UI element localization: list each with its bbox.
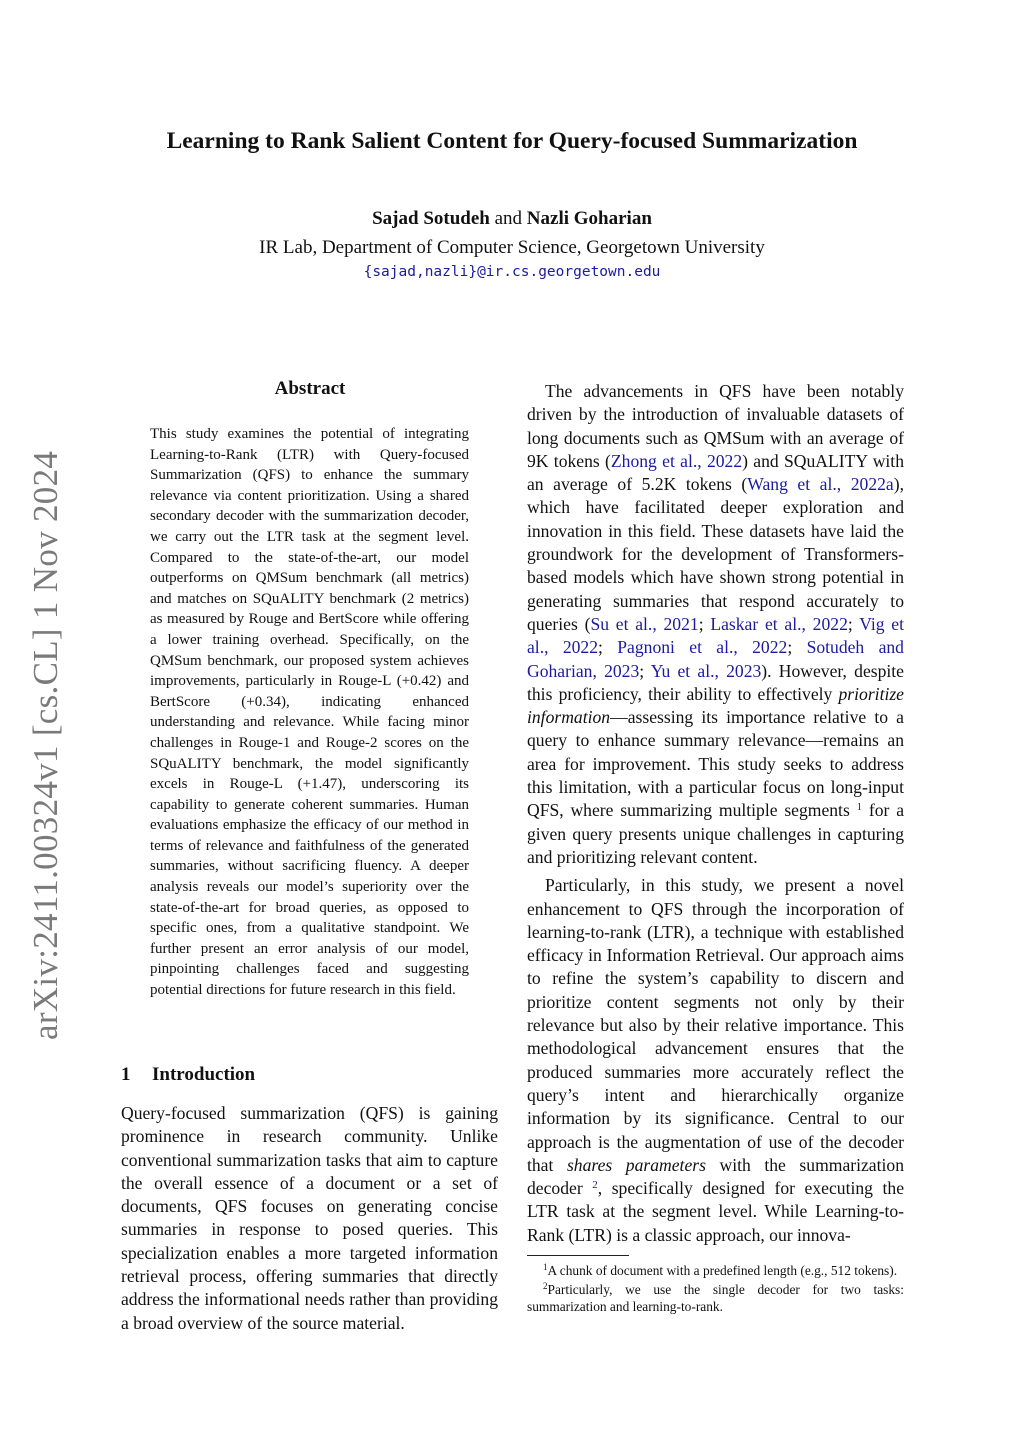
abstract-body (150, 424, 469, 1001)
intro-paragraph-1: Query-focused summarization (QFS) is gaining prominence in research community. Unlike conventional summarization tasks that aim to capture the overall essence of a document or a set of documents, QFS focuses on generating concise summaries in response to posed queries. This specialization enables a more targeted information retrieval process, offering summaries that directly address the informational needs rather than providing a broad overview of the source material. (121, 1103, 498, 1333)
footnote-number: 1 (543, 1262, 548, 1272)
citation-link[interactable]: Laskar et al., 2022 (710, 613, 848, 634)
author-email[interactable]: {sajad,nazli}@ir.cs.georgetown.edu (363, 264, 661, 280)
citation-link[interactable]: Zhong et al., 2022 (610, 450, 743, 471)
author-1: Sajad Sotudeh (372, 208, 490, 229)
footnote-2: $^2$Particularly, we use the single decoder for two tasks: summarization and learning-to-rank. (527, 1281, 904, 1314)
author-connector: and (494, 208, 523, 229)
citation-link[interactable]: Su et al., 2021 (590, 613, 699, 634)
intro-paragraph-2: The advancements in QFS have been notably driven by the introduction of invaluable datasets of long documents such as QMSum with an average of 9K tokens (Zhong et al., 2022) and SQuALITY with an average of 5.2K tokens (Wang et al., 2022a), which have facilitated deeper exploration and innovation in this field. These datasets have laid the groundwork for the development of Transformers-based models which have shown strong potential in generating summaries that respond accurately to queries (Su et al., 2021; Laskar et al., 2022; Vig et al., 2022; Pagnoni et al., 2022; Sotudeh and Goharian, 2023; Yu et al., 2023). However, despite this proficiency, their ability to effectively prioritize information—assessing its importance relative to a query to enhance summary relevance—remains an area for improvement. This study seeks to address this limitation, with a particular focus on long-input QFS, where summarizing multiple segments $^1$ for a given query presents unique challenges in capturing and prioritizing relevant content. (527, 381, 905, 867)
intro-paragraph-3: Particularly, in this study, we present a novel enhancement to QFS through the incorporation of learning-to-rank (LTR), a technique with established efficacy in Information Retrieval. Our approach aims to refine the system’s capability to discern and prioritize content segments not only by their relevance but also by their relative importance. This methodological advancement ensures that the produced summaries more accurately reflect the query’s intent and hierarchically organize information by its significance. Central to our approach is the augmentation of use of the decoder that shares parameters with the summarization decoder $^2$, specifically designed for executing the LTR task at the segment level. While Learning-to-Rank (LTR) is a classic approach, our innova- (527, 875, 905, 1245)
abstract-heading: Abstract (274, 378, 346, 399)
footnote-1: $^1$A chunk of document with a predefined length (e.g., 512 tokens). (543, 1262, 898, 1278)
section-number: 1 (121, 1064, 131, 1085)
footnote-marker[interactable]: 2 (592, 1179, 598, 1192)
intro-left-column (121, 1102, 498, 1335)
citation-link[interactable]: Wang et al., 2022a (747, 474, 894, 495)
citation-link[interactable]: Sotudeh and Goharian, 2023 (527, 637, 904, 681)
citation-link[interactable]: Vig et al., 2022 (527, 613, 905, 658)
emphasis: shares parameters (566, 1154, 706, 1175)
affiliation: IR Lab, Department of Computer Science, Georgetown University (259, 237, 765, 258)
citation-link[interactable]: Yu et al., 2023 (650, 660, 762, 681)
paper-title: Learning to Rank Salient Content for Query-focused Summarization (166, 128, 858, 154)
section-title: Introduction (152, 1064, 256, 1085)
abstract-text: This study examines the potential of integrating Learning-to-Rank (LTR) with Query-focused Summarization (QFS) to enhance the summary relevance via content prioritization. Using a shared secondary decoder with the summarization decoder, we carry out the LTR task at the segment level. Compared to the state-of-the-art, our model outperforms on QMSum benchmark (all metrics) and matches on SQuALITY benchmark (2 metrics) as measured by Rouge and BertScore while offering a lower training overhead. Specifically, on the QMSum benchmark, our proposed system achieves improvements, particularly in Rouge-L (+0.42) and BertScore (+0.34), indicating enhanced understanding and relevance. While facing minor challenges in Rouge-1 and Rouge-2 scores on the SQuALITY benchmark, the model significantly excels in Rouge-L (+1.47), underscoring its capability to generate coherent summaries. Human evaluations emphasize the efficacy of our method in terms of relevance and faithfulness of the generated summaries, without sacrificing fluency. A deeper analysis reveals our model’s superiority over the state-of-the-art for broad queries, as opposed to specific ones, from a qualitative standpoint. We further present an error analysis of our model, pinpointing challenges faced and suggesting potential directions for future research in this field. (150, 426, 469, 999)
author-line (0, 208, 1024, 230)
section-heading-introduction (121, 1064, 255, 1086)
footnote-number: 2 (543, 1281, 548, 1291)
citation-link[interactable]: Pagnoni et al., 2022 (617, 637, 788, 658)
footnote-divider (527, 1255, 629, 1256)
author-2: Nazli Goharian (526, 208, 652, 229)
footnote-marker[interactable]: 1 (856, 801, 863, 814)
emphasis: prioritize information (527, 683, 904, 728)
footnotes (527, 1262, 904, 1317)
arxiv-stamp: arXiv:2411.00324v1 [cs.CL] 1 Nov 2024 (26, 450, 65, 1040)
intro-right-column (527, 380, 904, 1247)
